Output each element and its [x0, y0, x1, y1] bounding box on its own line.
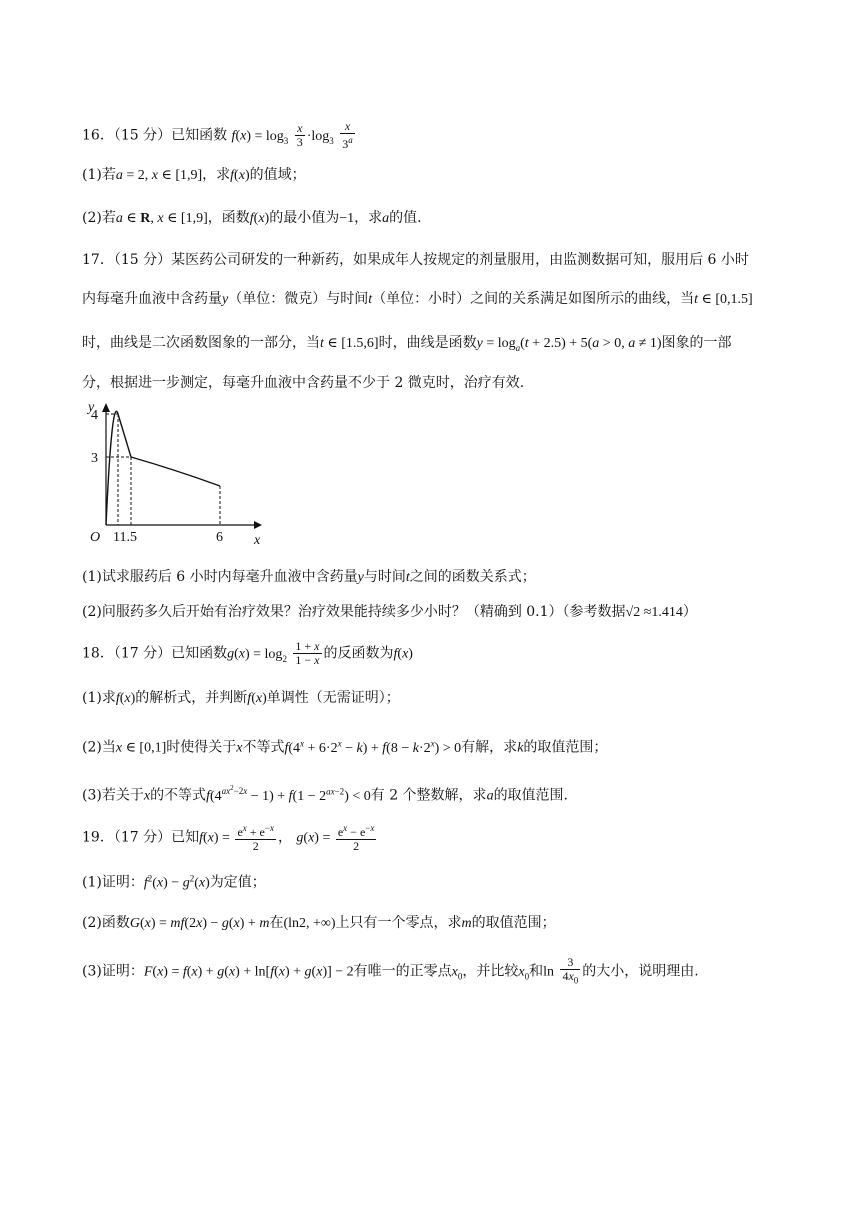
dosage-curve-graph: [76, 400, 266, 550]
q17-part2: (2)问服药多久后开始有治疗效果？治疗效果能持续多少小时？（精确到 0.1）（参考数据√2 ≈1.414）: [82, 604, 697, 620]
y-axis-arrow: [102, 403, 110, 412]
q17-part1: (1)试求服药后 6 小时内每毫升血液中含药量y与时间t之间的函数关系式；: [82, 569, 536, 585]
q16-part2: (2)若a ∈ R, x ∈ [1,9]，函数f(x)的最小值为−1，求a的值.: [82, 210, 422, 226]
q18-p3c: 有 2 个整数解，求: [370, 787, 487, 804]
q18-p2e: 的取值范围；: [523, 739, 608, 756]
q18-part3: (3)若关于x的不等式$f(4^{ax^2-2x} - 1) + f(1 - 2^{ax-2}) < 0$有 2 个整数解，求a的取值范围.: [82, 784, 569, 804]
q18-p3b: 的不等式: [150, 787, 207, 804]
q17-interval-1: [0,1.5]: [715, 292, 753, 307]
q18-p3a: (3)若关于: [82, 787, 144, 804]
q17-p1: (1)试求服药后 6 小时内每毫升血液中含药量: [82, 569, 358, 585]
q17-l3c: 时，曲线是函数: [378, 335, 477, 351]
q16-frac-1: $\frac{x}{3}$: [296, 121, 303, 149]
q19-p2b: 在: [269, 915, 284, 931]
q18-p1a: (1)求: [82, 690, 116, 706]
q16-heading: 16．（15 分）已知函数 $f(x) = \log_3$ $\frac{x}{3}$ $\cdot\log_3$ $\frac{x}{3^a}$: [82, 119, 353, 151]
q19-p3c: ，并比较: [462, 963, 519, 980]
q18-head: 18．（17 分）已知函数: [82, 645, 228, 662]
q19-head: 19．（17 分）已知: [82, 829, 200, 846]
quadratic-segment: [106, 411, 131, 525]
q18-p2d: 有解，求: [461, 739, 518, 756]
q16-p2-mid2: 的最小值为: [269, 210, 340, 226]
q17-line1: 17．（15 分）某医药公司研发的一种新药，如果成年人按规定的剂量服用，由监测数据可知，服用后 6 小时: [82, 252, 749, 268]
q17-line2: 内每毫升血液中含药量y（单位：微克）与时间t（单位：小时）之间的关系满足如图所示的曲线，当t ∈ [0,1.5]: [82, 291, 753, 307]
q19-p1b: 为定值；: [209, 874, 266, 891]
q17-interval-2: [1.5,6]: [341, 336, 379, 351]
q17-l2b: （单位：微克）与时间: [228, 291, 369, 307]
q18-p1b: 的解析式，并判断: [135, 690, 248, 706]
q19-part2: (2)函数G(x) = mf(2x) − g(x) + m在(ln2, +∞)上只有一个零点，求m的取值范围；: [82, 915, 556, 931]
q16-p1-post: ，求: [202, 167, 231, 183]
q17-l2a: 内每毫升血液中含药量: [82, 291, 222, 307]
q16-head-text: 16．（15 分）已知函数: [82, 127, 228, 144]
q18-part1: (1)求f(x)的解析式，并判断f(x)单调性（无需证明）；: [82, 690, 400, 706]
x-tick-1-1.5: 11.5: [113, 530, 137, 545]
q16-min-value: −1: [339, 211, 355, 226]
q19-p2a: (2)函数: [82, 915, 130, 931]
q17-line3: 时，曲线是二次函数图象的一部分，当t ∈ [1.5,6]时，曲线是函数$y = \log_a(t + 2.5) + 5(a > 0$, a ≠ 1)图象的一部: [82, 335, 732, 353]
q16-p2-mid: ，函数: [207, 210, 250, 226]
q19-frac-ln: $\frac{3}{4x_0}$: [562, 955, 579, 986]
q18-p2b: 时使得关于: [166, 739, 237, 756]
q19-p3b: 有唯一的正零点: [353, 963, 452, 980]
y-tick-4: 4: [91, 408, 98, 423]
y-axis-label: y: [88, 400, 95, 415]
q17-p2-ref: ≈1.414）: [643, 605, 697, 620]
q16-p1-end: 的值域；: [249, 167, 306, 183]
q18-heading: 18．（17 分）已知函数$g(x) = \log_2$ $\frac{1 + x}{1 - x}$ 的反函数为f(x): [82, 639, 413, 667]
q17-p2: (2)问服药多久后开始有治疗效果？治疗效果能持续多少小时？（精确到 0.1）（参考数据: [82, 604, 626, 620]
x-axis-arrow: [254, 521, 262, 529]
y-tick-3: 3: [91, 451, 98, 466]
q19-part1: (1)证明：$f^2(x) - g^2(x)$为定值；: [82, 873, 266, 891]
q19-p3e: 的大小，说明理由.: [582, 963, 699, 980]
q16-frac-2: $\frac{x}{3^a}$: [342, 119, 353, 151]
q17-l3a: 时，曲线是二次函数图象的一部分，当: [82, 335, 320, 351]
q19-part3: (3)证明：F(x) = f(x) + g(x) + ln[f(x) + g(x)] − 2有唯一的正零点$x_0$，并比较$x_0$和ln $\frac{3}{4x_0}$ 的大小，说明理由.: [82, 955, 699, 986]
q17-l2c: （单位：小时）之间的关系满足如图所示的曲线，当: [372, 291, 695, 307]
q17-p1-mid: 与时间: [363, 569, 406, 585]
q18-frac: $\frac{1 + x}{1 - x}$: [295, 639, 320, 667]
q18-p3d: 的取值范围.: [493, 787, 569, 804]
q19-p3a: (3)证明：: [82, 963, 144, 980]
q17-p1-end: 之间的函数关系式；: [409, 569, 536, 585]
q18-p2a: (2)当: [82, 739, 116, 756]
q19-p2d: 的取值范围；: [471, 915, 556, 931]
q16-p2-end2: 的值.: [389, 210, 422, 226]
origin-label: O: [90, 530, 101, 545]
q16-p1-pre: (1)若: [82, 167, 116, 183]
q18-p2c: 不等式: [242, 739, 285, 756]
q18-p1c: 单调性（无需证明）；: [266, 690, 400, 706]
q17-l3d: 图象的一部: [661, 335, 732, 351]
q16-function-formula: f: [231, 128, 236, 144]
log-segment: [131, 457, 220, 486]
q19-p3d: 和: [529, 963, 544, 980]
q16-p2-end: ，求: [354, 210, 383, 226]
q18-part2: (2)当x ∈ [0,1]时使得关于x不等式$f(4^x + 6\cdot 2^x - k) + f(8 - k\cdot 2^x) > 0$有解，求k的取值范围；: [82, 738, 608, 756]
q18-head-end: 的反函数为: [323, 645, 394, 662]
q19-frac-g: $\frac{e^x - e^{-x}}{2}$: [337, 823, 375, 853]
x-axis-label: x: [254, 533, 261, 548]
q16-part1: (1)若a = 2, x ∈ [1,9]，求f(x)的值域；: [82, 167, 306, 183]
q16-p2-pre: (2)若: [82, 210, 116, 226]
q17-line4: 分，根据进一步测定，每毫升血液中含药量不少于 2 微克时，治疗有效.: [82, 375, 525, 391]
x-tick-6: 6: [216, 530, 223, 545]
q19-frac-f: $\frac{e^x + e^{-x}}{2}$: [237, 823, 274, 853]
q19-p1a: (1)证明：: [82, 874, 144, 891]
q19-p2c: 上只有一个零点，求: [335, 915, 462, 931]
q19-heading: 19．（17 分）已知f(x) = $\frac{e^x + e^{-x}}{2}$ ， g(x) = $\frac{e^x - e^{-x}}{2}$: [82, 823, 375, 853]
